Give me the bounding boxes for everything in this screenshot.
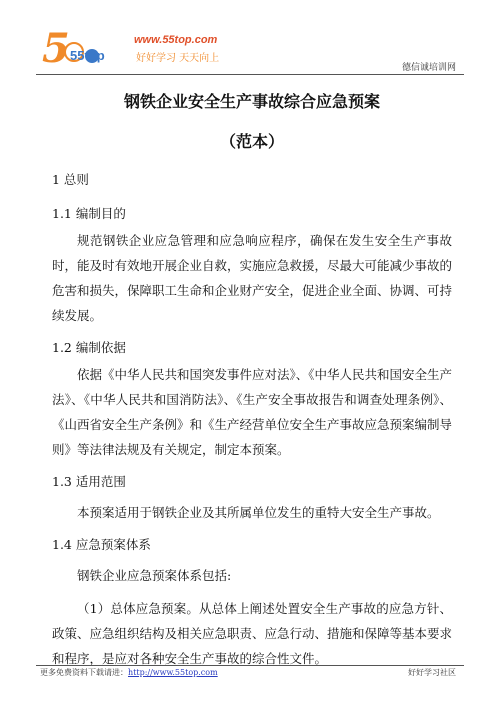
- site-logo[interactable]: [40, 22, 230, 70]
- footer-divider: [36, 665, 464, 666]
- document-subtitle: （范本）: [219, 132, 284, 151]
- section-text-basis: 依据《中华人民共和国突发事件应对法》、《中华人民共和国安全生产法》、《中华人民共和国消防法》、《生产安全事故报告和调查处理条例》、《山西省安全生产条例》和《生产经营单位安全生产事故应急预案编制导则》等法律法规及有关规定，制定本预案。: [52, 367, 453, 457]
- section-text-purpose: 规范钢铁企业应急管理和应急响应程序，确保在发生安全生产事故时，能及时有效地开展企业自救，实施应急救援，尽最大可能减少事故的危害和损失，保障职工生命和企业财产安全，促进企业全面、协调、可持续发展。: [52, 233, 453, 323]
- footer-download-note: [40, 667, 218, 678]
- section-heading-system: 1.4 应急预案体系: [52, 537, 151, 552]
- logo-url: www.55top.com: [134, 34, 218, 46]
- section-heading-general: 1 总则: [52, 172, 89, 187]
- logo-slogan: 好好学习 天天向上: [136, 53, 220, 64]
- section-text-scope: 本预案适用于钢铁企业及其所属单位发生的重特大安全生产事故。: [77, 505, 440, 520]
- header-divider: [36, 74, 464, 75]
- footer-prefix: 更多免费资料下载请进：: [40, 668, 128, 677]
- page-header: [0, 0, 500, 78]
- document-body: [52, 78, 452, 671]
- section-heading-purpose: 1.1 编制目的: [52, 206, 126, 221]
- footer-community-name: 好好学习社区: [408, 668, 456, 677]
- list-item-overall-plan: （1）总体应急预案。从总体上阐述处置安全生产事故的应急方针、政策、应急组织结构及相关应急职责、应急行动、措施和保障等基本要求和程序，是应对各种安全生产事故的综合性文件。: [52, 601, 453, 666]
- logo-five-glyph: 5: [42, 25, 70, 70]
- footer-link[interactable]: http://www.55top.com: [128, 668, 218, 677]
- header-site-name: 德信诚培训网: [401, 63, 456, 73]
- document-title: 钢铁企业安全生产事故综合应急预案: [123, 92, 380, 111]
- section-text-system: 钢铁企业应急预案体系包括:: [77, 568, 232, 583]
- logo-mark: 55top: [70, 48, 105, 63]
- section-heading-basis: 1.2 编制依据: [52, 340, 126, 355]
- section-heading-scope: 1.3 适用范围: [52, 474, 126, 489]
